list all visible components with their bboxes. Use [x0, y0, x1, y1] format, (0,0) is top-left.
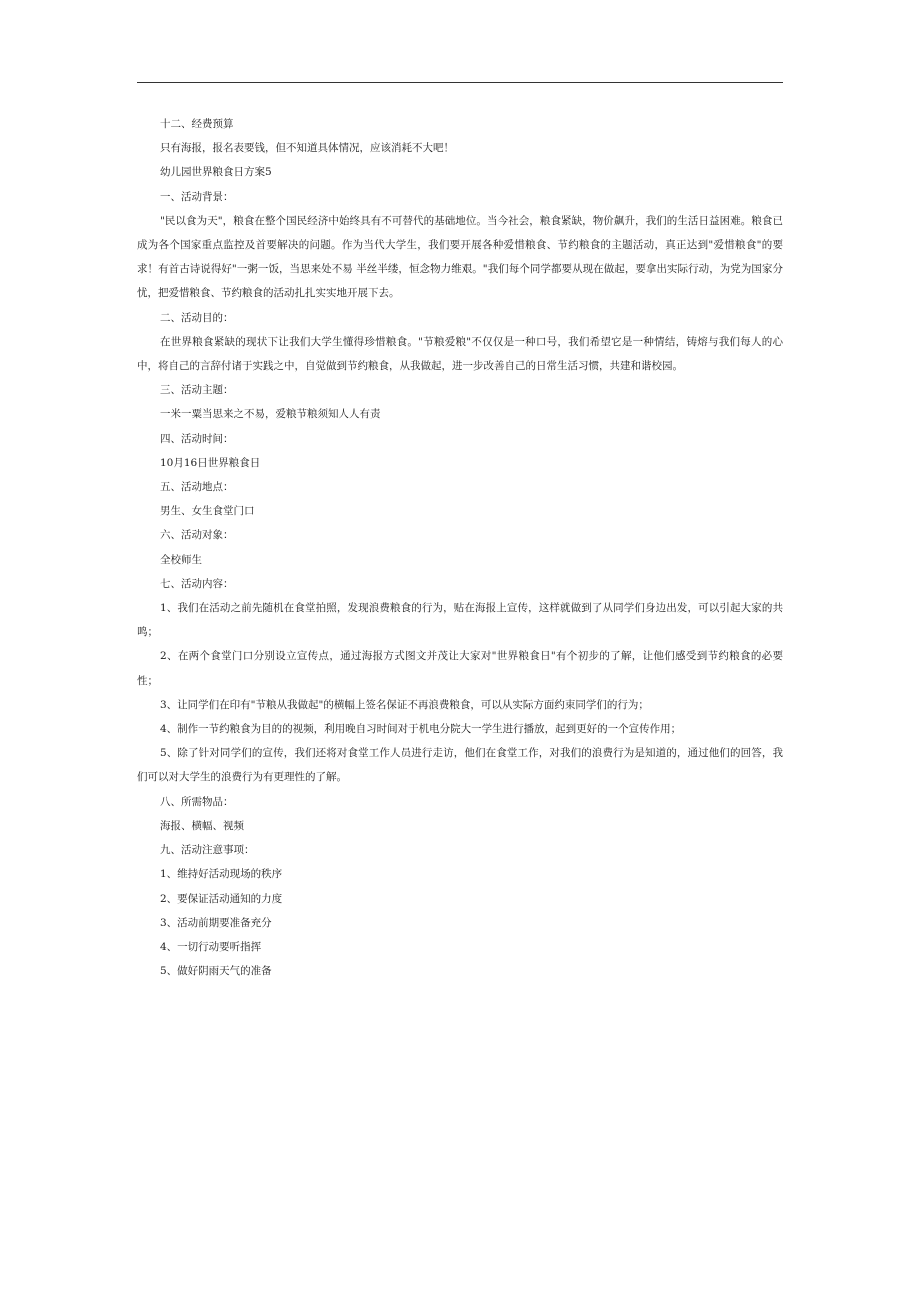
section-heading-budget: 十二、经费预算 [160, 118, 234, 130]
section-heading-theme: 三、活动主题： [160, 384, 234, 397]
section-heading-materials: 八、所需物品： [160, 795, 234, 808]
content-item-4: 4、制作一节约粮食为目的的视频，利用晚自习时间对于机电分院大一学生进行播放，起到更好的一个宣传作用； [160, 723, 682, 736]
note-item-4: 4、一切行动要听指挥 [160, 940, 262, 953]
theme-text: 一米一粟当思来之不易，爱粮节粮须知人人有责 [160, 408, 381, 421]
section-heading-purpose: 二、活动目的： [160, 311, 234, 324]
section-heading-background: 一、活动背景： [160, 190, 234, 203]
section-heading-notes: 九、活动注意事项： [160, 844, 255, 857]
time-text: 10月16日世界粮食日 [160, 456, 261, 469]
budget-text: 只有海报，报名表要钱，但不知道具体情况，应该消耗不大吧！ [160, 142, 454, 155]
content-item-1: 1、我们在活动之前先随机在食堂拍照，发现浪费粮食的行为，贴在海报上宣传，这样就做到了从同学们身边出发，可以引起大家的共鸣； [137, 602, 783, 639]
section-heading-audience: 六、活动对象： [160, 529, 234, 542]
note-item-3: 3、活动前期要准备充分 [160, 916, 272, 929]
header-rule [137, 82, 783, 83]
background-text: "民以食为天"，粮食在整个国民经济中始终具有不可替代的基础地位。当今社会，粮食紧缺，物价飙升，我们的生活日益困难。粮食已成为各个国家重点监控及首要解决的问题。作为当代大学生，我们要开展各种爱惜粮食、节约粮食的主题活动，真正达到"爱惜粮食"的要求！有首古诗说得好"一粥一饭，当思来处不易 半丝半缕，恒念物力维艰。"我们每个同学都要从现在做起，要拿出实际行动，为党为国家分忧，把爱惜粮食、节约粮食的活动扎扎实实地开展下去。 [137, 214, 783, 300]
note-item-2: 2、要保证活动通知的力度 [160, 892, 283, 905]
note-item-5: 5、做好阴雨天气的准备 [160, 965, 272, 978]
content-item-3: 3、让同学们在印有"节粮从我做起"的横幅上签名保证不再浪费粮食，可以从实际方面约束同学们的行为； [160, 698, 649, 711]
location-text: 男生、女生食堂门口 [160, 505, 255, 518]
document-body [137, 112, 783, 983]
section-heading-time: 四、活动时间： [160, 432, 234, 445]
purpose-text: 在世界粮食紧缺的现状下让我们大学生懂得珍惜粮食。"节粮爱粮"不仅仅是一种口号，我们希望它是一种情结，铸熔与我们每人的心中，将自己的言辞付诸于实践之中，自觉做到节约粮食，从我做起，进一步改善自己的日常生活习惯，共建和谐校园。 [137, 335, 783, 373]
note-item-1: 1、维持好活动现场的秩序 [160, 868, 283, 881]
section-heading-content: 七、活动内容： [160, 577, 234, 590]
content-item-5: 5、除了针对同学们的宣传，我们还将对食堂工作人员进行走访，他们在食堂工作，对我们的浪费行为是知道的，通过他们的回答，我们可以对大学生的浪费行为有更理性的了解。 [137, 747, 783, 784]
content-item-2: 2、在两个食堂门口分别设立宣传点，通过海报方式图文并茂让大家对"世界粮食日"有个初步的了解，让他们感受到节约粮食的必要性； [137, 650, 783, 687]
section-heading-location: 五、活动地点： [160, 481, 234, 494]
materials-text: 海报、横幅、视频 [160, 819, 244, 832]
audience-text: 全校师生 [160, 553, 202, 566]
plan-title: 幼儿园世界粮食日方案5 [160, 166, 272, 179]
